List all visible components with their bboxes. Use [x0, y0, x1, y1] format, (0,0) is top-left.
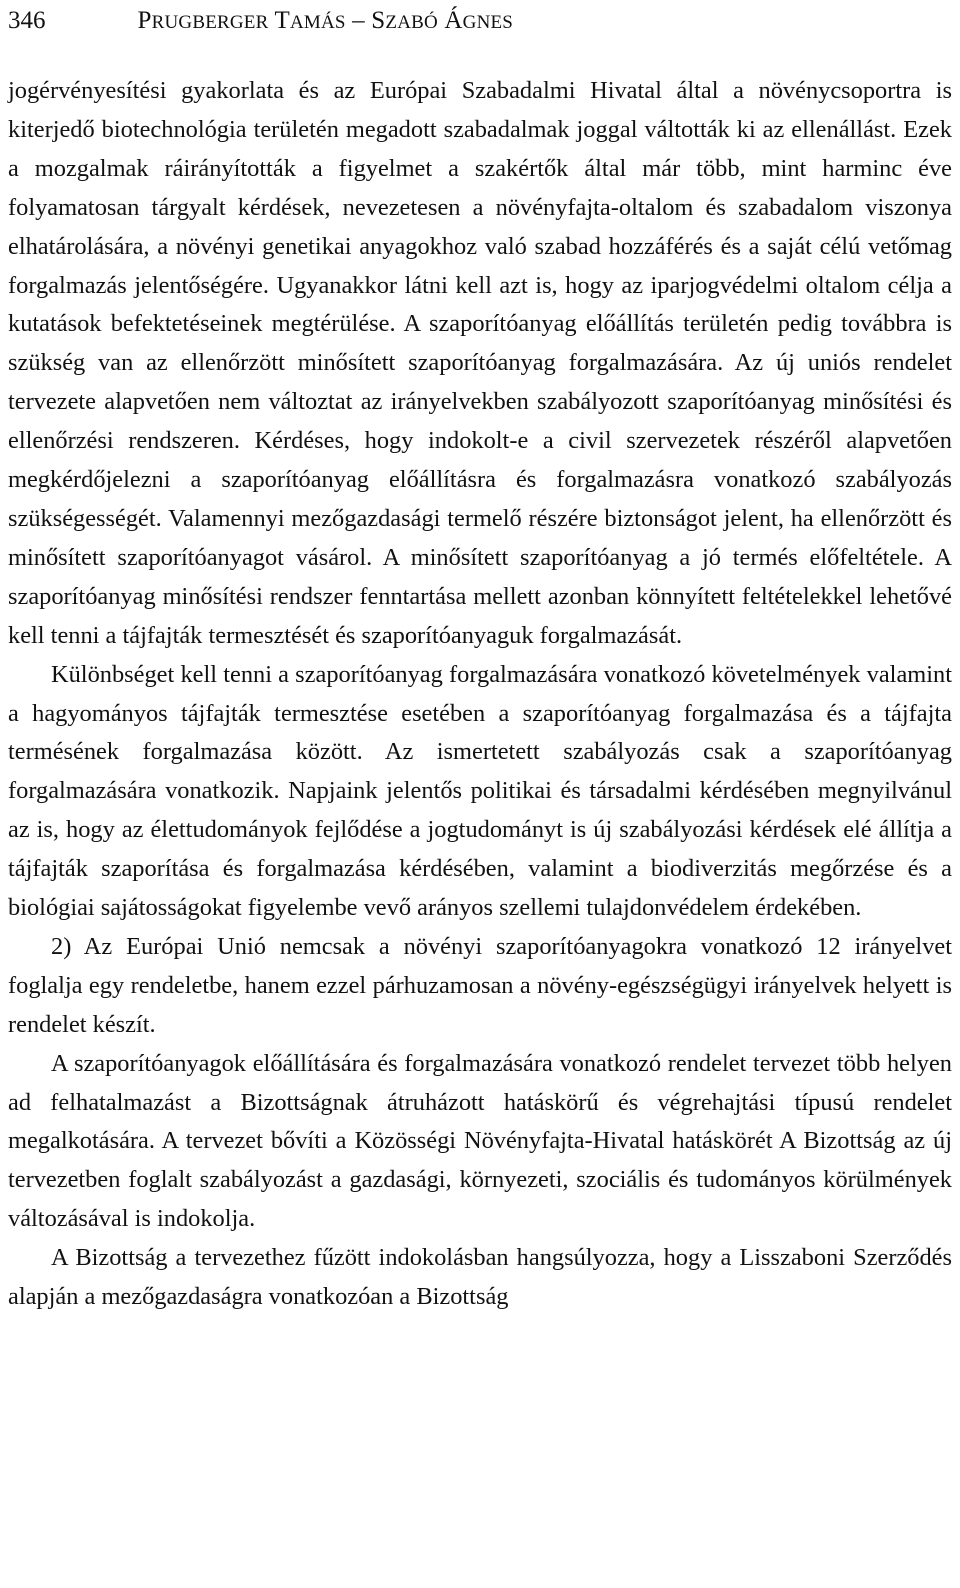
running-title — [138, 8, 514, 33]
paragraph: A Bizottság a tervezethez fűzött indokolásban hangsúlyozza, hogy a Lisszaboni Szerződés alapján a mezőgazdaságra vonatkozóan a Bizottság — [8, 1244, 952, 1311]
body-text — [8, 72, 952, 1317]
paragraph-continued: jogérvényesítési gyakorlata és az Európai Szabadalmi Hivatal által a növénycsoportra is kiterjedő biotechnológia területén megadott szabadalmak joggal váltották ki az ellenállást. Ezek a mozgalmak ráirányították a figyelmet a szakértők által már több, mint harminc éve folyamatosan tárgyalt kérdések, nevezetesen a növényfajta-oltalom és szabadalom viszonya elhatárolására, a növényi genetikai anyagokhoz való szabad hozzáférés és a saját célú vetőmag forgalmazás jelentőségére. Ugyanakkor látni kell azt is, hogy az iparjogvédelmi oltalom célja a kutatások befektetéseinek megtérülése. A szaporítóanyag előállítás területén pedig továbbra is szükség van az ellenőrzött minősített szaporítóanyag forgalmazására. Az új uniós rendelet tervezete alapvetően nem változtat az irányelvekben szabályozott szaporítóanyag minősítési és ellenőrzési rendszeren. Kérdéses, hogy indokolt-e a civil szervezetek részéről alapvetően megkérdőjelezni a szaporítóanyag előállításra és forgalmazásra vonatkozó szabályozás szükségességét. Valamennyi mezőgazdasági termelő részére biztonságot jelent, ha ellenőrzött és minősített szaporítóanyagot vásárol. A minősített szaporítóanyag a jó termés előfeltétele. A szaporítóanyag minősítési rendszer fenntartása mellett azonban könnyített feltételekkel lehetővé kell tenni a tájfajták termesztését és szaporítóanyaguk forgalmazását. — [8, 77, 952, 649]
author-1-given-initial: T — [274, 7, 290, 34]
author-separator: – — [345, 7, 372, 34]
author-2-given-initial: Á — [444, 7, 463, 34]
author-2-surname-rest: ZABÓ — [385, 12, 438, 33]
paragraph: A szaporítóanyagok előállítására és forgalmazására vonatkozó rendelet tervezet több helyen ad felhatalmazást a Bizottságnak átruházott hatáskörű és végrehajtási típusú rendelet megalkotására. A tervezet bővíti a Közösségi Növényfajta-Hivatal hatáskörét A Bizottság az új tervezetben foglalt szabályozást a gazdasági, környezeti, szociális és tudományos körülmények változásával is indokolja. — [8, 1049, 952, 1233]
author-1-surname-initial: P — [137, 7, 152, 34]
author-1-surname-rest: RUGBERGER — [151, 12, 269, 33]
paragraph: 2) Az Európai Unió nemcsak a növényi szaporítóanyagokra vonatkozó 12 irányelvet foglalja egy rendeletbe, hanem ezzel párhuzamosan a növény-egészségügyi irányelvek helyett is rendelet készít. — [8, 932, 952, 1038]
document-page — [8, 8, 952, 1317]
running-head — [8, 8, 952, 54]
author-1-given-rest: AMÁS — [289, 12, 346, 33]
page-number: 346 — [8, 7, 46, 34]
paragraph: Különbséget kell tenni a szaporítóanyag forgalmazására vonatkozó követelmények valamint a hagyományos tájfajták termesztése esetében a szaporítóanyag forgalmazása és a tájfajta termésének forgalmazása között. Az ismertetett szabályozás csak a szaporítóanyag forgalmazására vonatkozik. Napjaink jelentős politikai és társadalmi kérdésében megnyilvánul az is, hogy az élettudományok fejlődése a jogtudományt is új szabályozási kérdések elé állítja a tájfajták szaporítása és forgalmazása kérdésében, valamint a biodiverzitás megőrzése és a biológiai sajátosságokat figyelembe vevő arányos szellemi tulajdonvédelem érdekében. — [8, 660, 952, 922]
author-2-given-rest: GNES — [462, 12, 514, 33]
author-2-surname-initial: S — [371, 7, 386, 34]
